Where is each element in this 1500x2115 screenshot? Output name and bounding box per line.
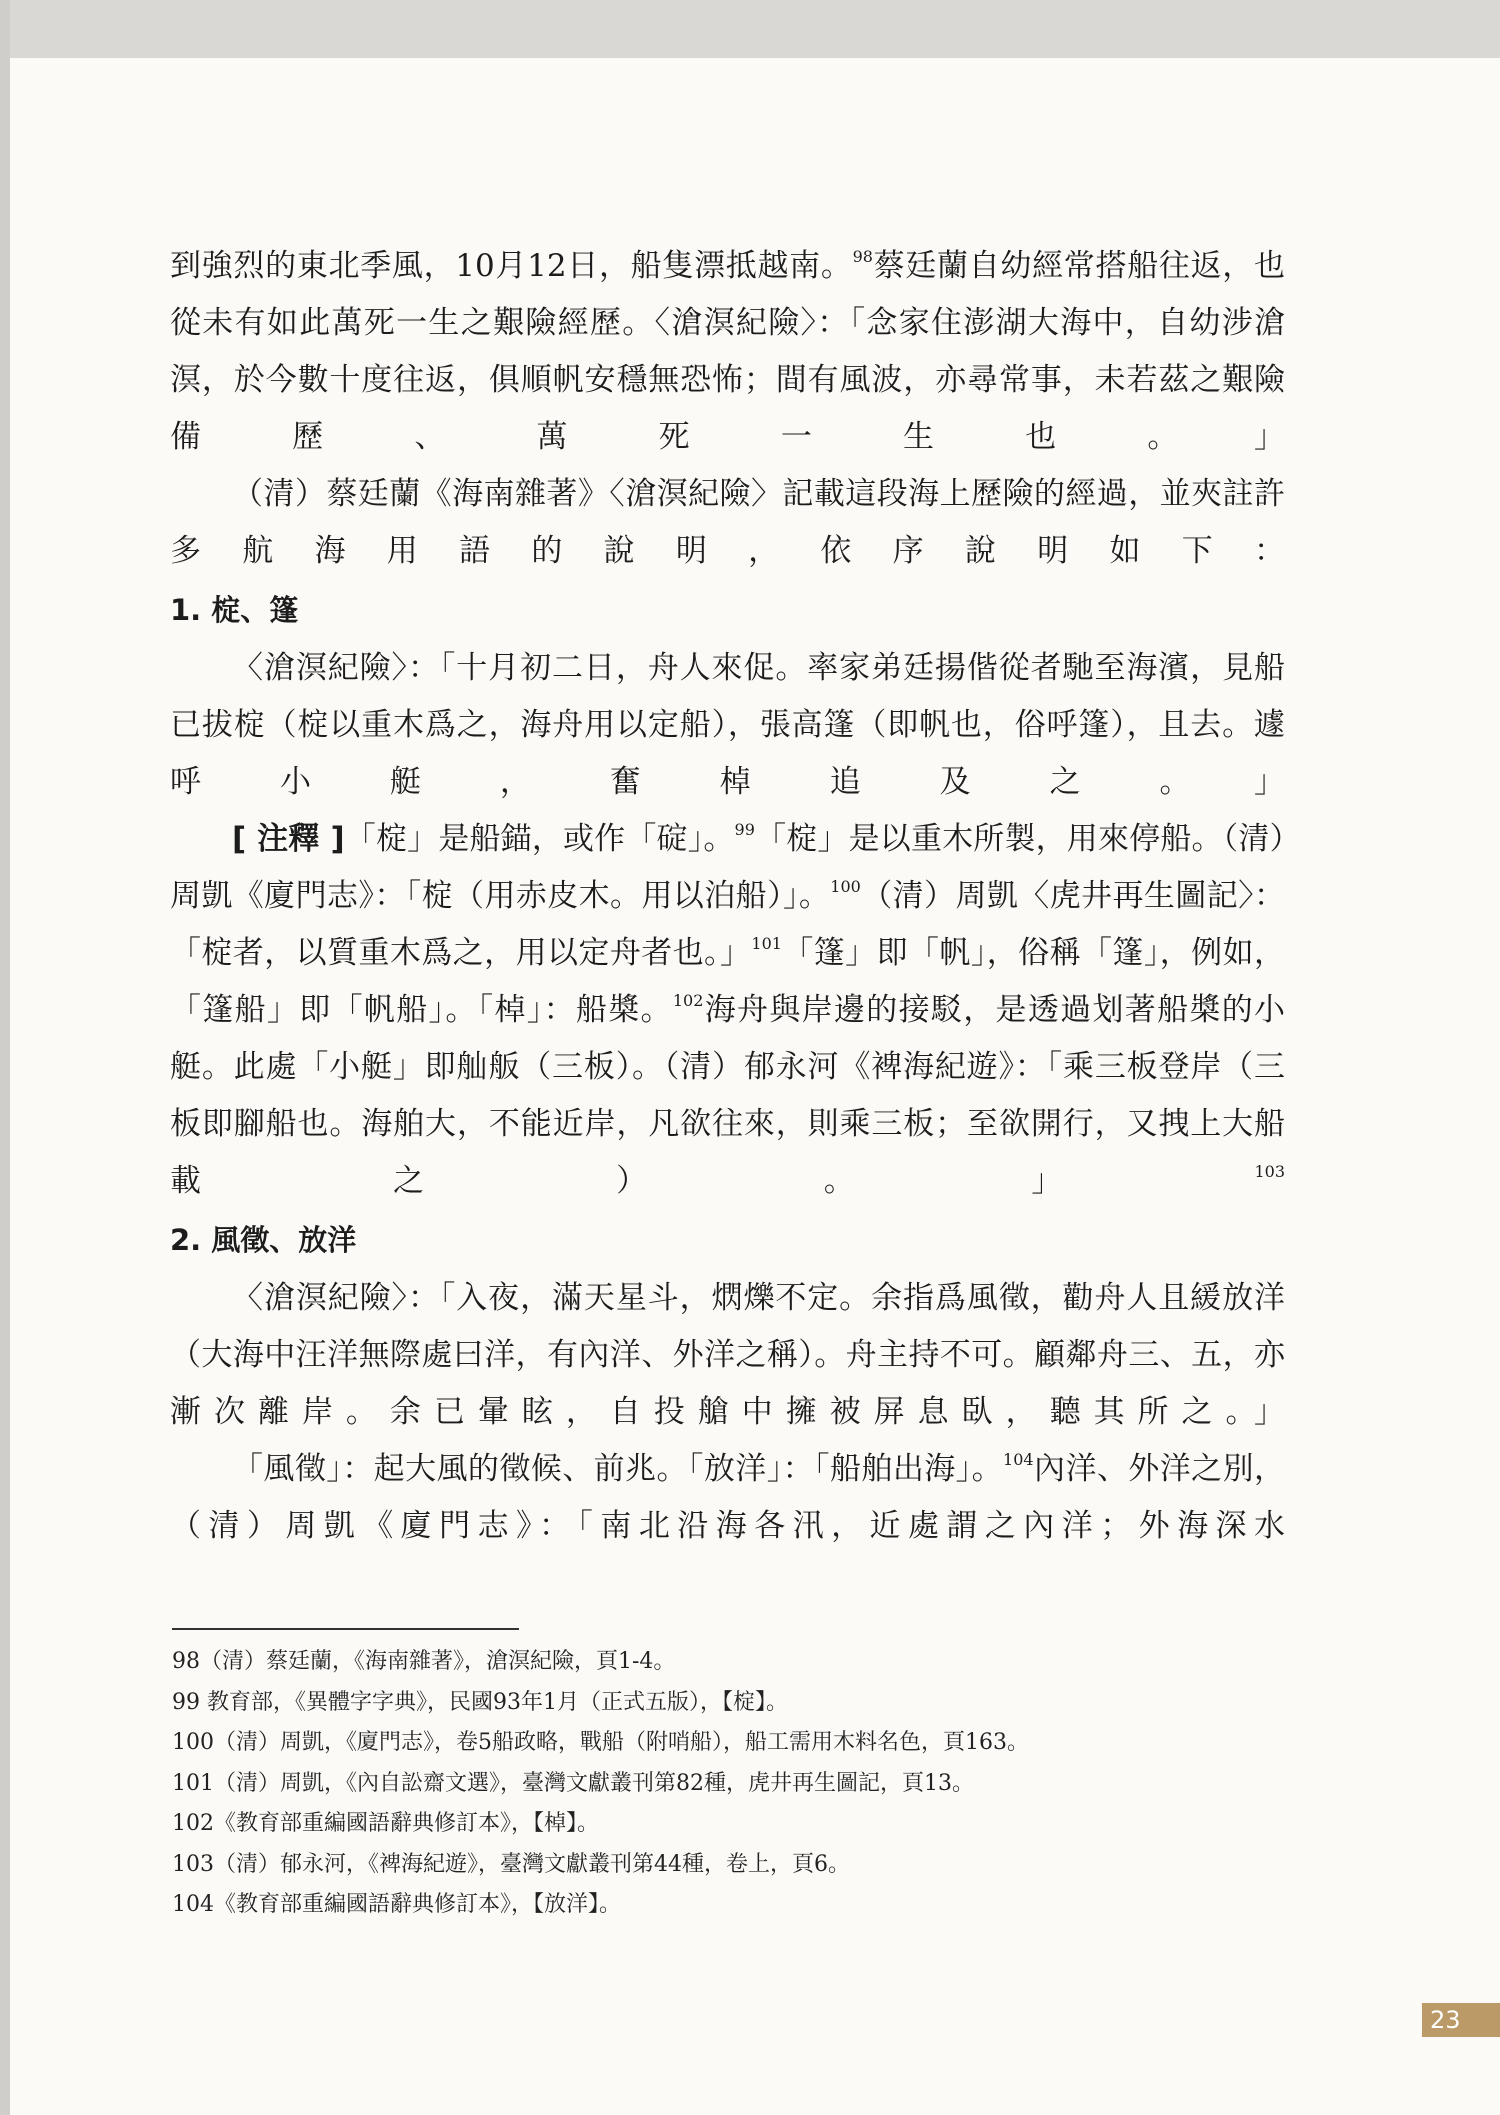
section-heading-2: 2. 風徵、放洋	[170, 1223, 357, 1257]
paragraph-1-text-a: 到強烈的東北季風，10月12日，船隻漂抵越南。	[170, 248, 853, 284]
footnote-101: 101（清）周凱，《內自訟齋文選》，臺灣文獻叢刊第82種，虎井再生圖記，頁13。	[172, 1770, 974, 1796]
paragraph-4-text-d: 「篷」即「帆」，俗稱「篷」，例如，「篷船」即「帆船」。「棹」：船槳。	[170, 935, 1285, 1028]
paragraph-5: 〈滄溟紀險〉：「入夜，滿天星斗，熌爍不定。余指爲風徵，勸舟人且緩放洋（大海中汪洋無際處曰洋，有內洋、外洋之稱）。舟主持不可。顧鄰舟三、五，亦漸次離岸。余已暈眩，自投艙中擁被屏息臥，聽其所之。」	[170, 1280, 1285, 1430]
paragraph-4	[170, 811, 1285, 1210]
footnote-divider	[172, 1628, 519, 1630]
annotation-label: [ 注釋 ]	[232, 821, 345, 857]
main-text	[170, 238, 1285, 1555]
paragraph-1	[170, 238, 1285, 466]
footnote-ref-102: 102	[672, 991, 704, 1010]
footnote-99: 99 教育部，《異體字字典》，民國93年1月（正式五版），【椗】。	[172, 1689, 788, 1715]
footnotes	[172, 1642, 1282, 1926]
footnote-ref-98: 98	[852, 247, 873, 266]
paragraph-1-text-b: 蔡廷蘭自幼經常搭船往返，也從未有如此萬死一生之艱險經歷。〈滄溟紀險〉：「念家住澎湖大海中，自幼涉滄溟，於今數十度往返，俱順帆安穩無恐怖；間有風波，亦尋常事，未若茲之艱險備歷、萬死一生也。」	[170, 248, 1286, 455]
footnote-98: 98（清）蔡廷蘭，《海南雜著》，滄溟紀險，頁1-4。	[172, 1649, 676, 1674]
paragraph-6	[170, 1441, 1285, 1555]
footnote-102: 102《教育部重編國語辭典修訂本》，【棹】。	[172, 1811, 599, 1836]
footnote-ref-101: 101	[751, 934, 782, 953]
scan-top-edge	[0, 0, 1500, 58]
paragraph-4-text-a: 「椗」是船錨，或作「碇」。	[344, 821, 735, 857]
paragraph-6-text-a: 「風徵」：起大風的徵候、前兆。「放洋」：「船舶出海」。	[232, 1451, 1004, 1487]
footnote-ref-104: 104	[1003, 1450, 1034, 1469]
footnote-ref-103: 103	[1254, 1162, 1285, 1181]
paragraph-4-text-e: 海舟與岸邊的接駁，是透過划著船槳的小艇。此處「小艇」即舢舨（三板）。（清）郁永河《裨海紀遊》：「乘三板登岸（三板即腳船也。海舶大，不能近岸，凡欲往來，則乘三板；至欲開行，又拽上大船載之）。」	[170, 992, 1286, 1199]
footnote-103: 103（清）郁永河，《裨海紀遊》，臺灣文獻叢刊第44種，卷上，頁6。	[172, 1851, 850, 1877]
paragraph-4-text-b: 「椗」是以重木所製，用來停船。（清）周凱《廈門志》：「椗（用赤皮木。用以泊船）」。	[170, 821, 1286, 914]
footnote-ref-99: 99	[734, 820, 755, 839]
paragraph-2: （清）蔡廷蘭《海南雜著》〈滄溟紀險〉記載這段海上歷險的經過，並夾註許多航海用語的說明，依序說明如下：	[170, 476, 1285, 569]
paragraph-4-text-c: （清）周凱〈虎井再生圖記〉：「椗者，以質重木爲之，用以定舟者也。」	[170, 878, 1286, 971]
footnote-ref-100: 100	[830, 877, 861, 896]
section-heading-1: 1. 椗、篷	[170, 593, 299, 627]
scan-left-edge	[0, 0, 10, 2115]
footnote-104: 104《教育部重編國語辭典修訂本》，【放洋】。	[172, 1892, 621, 1917]
paragraph-3: 〈滄溟紀險〉：「十月初二日，舟人來促。率家弟廷揚偕從者馳至海濱，見船已拔椗（椗以重木爲之，海舟用以定船），張高篷（即帆也，俗呼篷），且去。遽呼小艇，奮棹追及之。」	[170, 650, 1285, 800]
page-number: 23	[1422, 2003, 1500, 2037]
paragraph-6-text-b: 內洋、外洋之別，（清）周凱《廈門志》：「南北沿海各汛，近處謂之內洋；外海深水	[170, 1451, 1286, 1544]
footnote-100: 100（清）周凱，《廈門志》，卷5船政略，戰船（附哨船），船工需用木料名色，頁163。	[172, 1730, 1029, 1755]
